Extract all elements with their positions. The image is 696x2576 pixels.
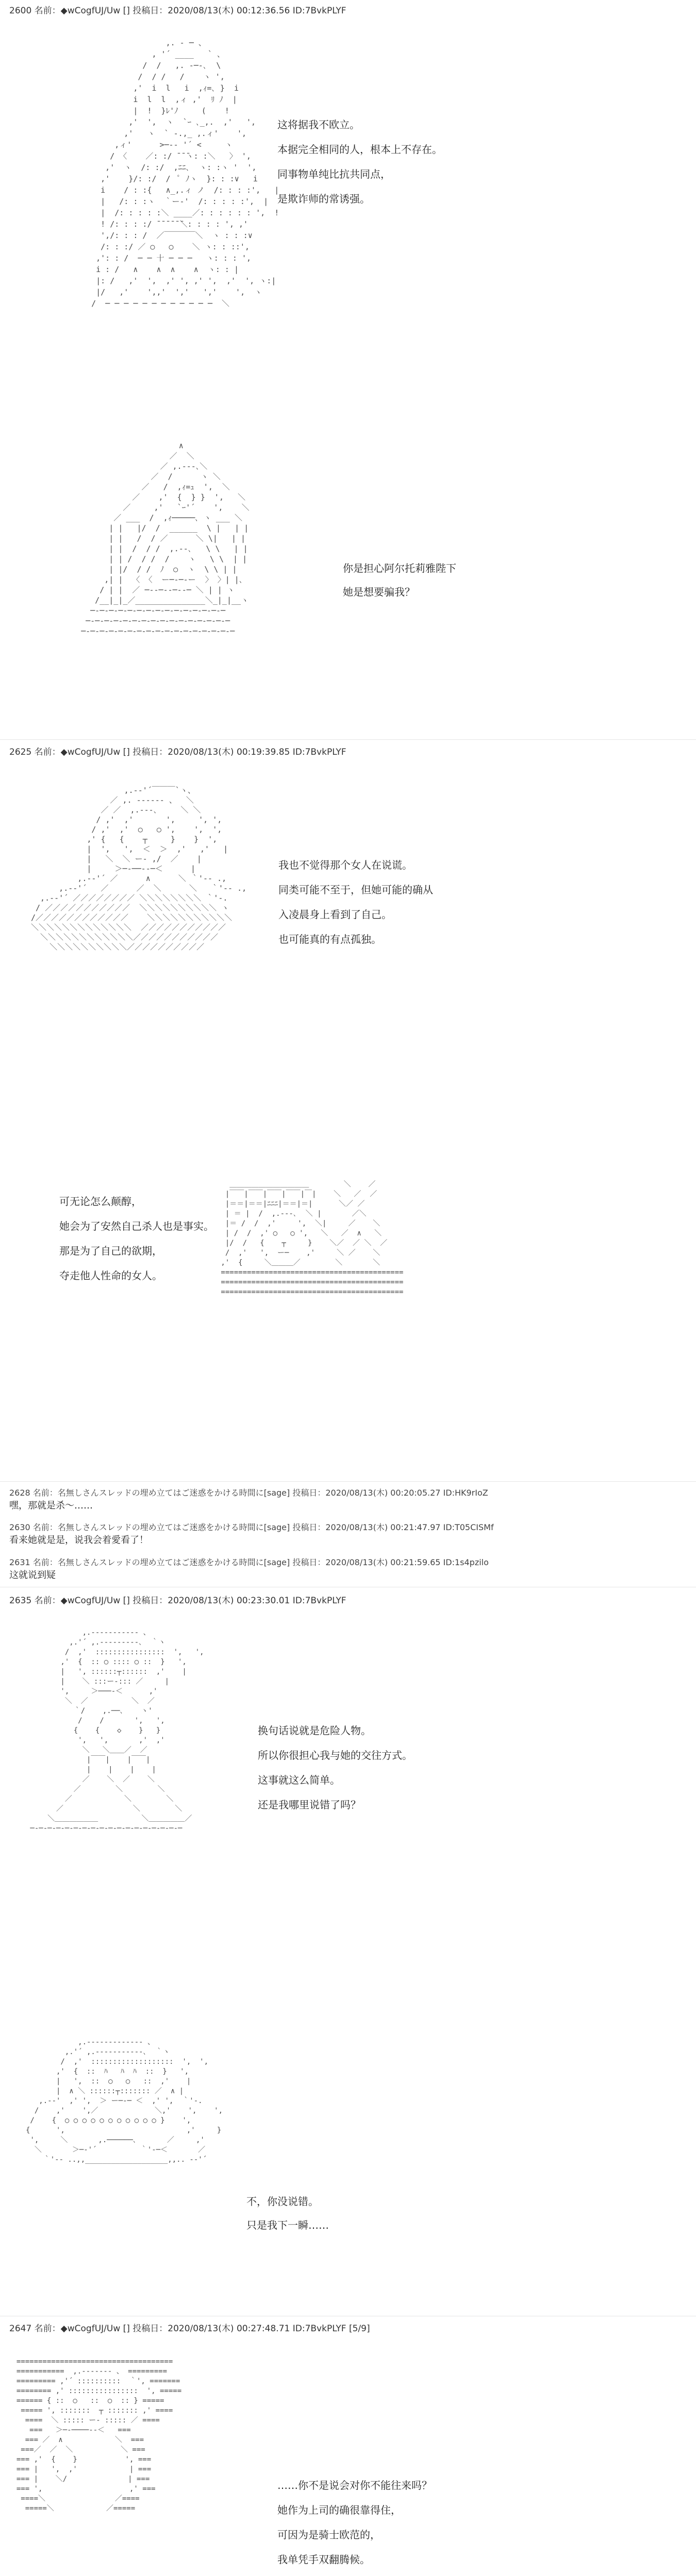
dialog-block (278, 853, 433, 952)
dialog-line: 入凌晨身上看到了自己。 (278, 908, 392, 921)
dialog-line: 她会为了安然自己杀人也是事实。 (59, 1220, 214, 1232)
dialog-block (277, 2473, 432, 2572)
dialog-line: ……你不是说会对你不能往来吗？ (277, 2479, 432, 2492)
post-header: 2647 名前：◆wCogfUJ/Uw [] 投稿日：2020/08/13(木) 00:27:48.71 ID:7BvkPLYF [5/9] (9, 2324, 370, 2334)
reply-header: 2628 名前：名無しさんスレッドの埋め立てはご迷惑をかける時間に[sage] 投稿日：2020/08/13(木) 00:20:05.27 ID:HK9rIoZ (9, 1488, 488, 1498)
ascii-art-knight-standing: ,.-‐‐‐‐‐‐‐‐‐- 、 ,.'´ ,.-‐‐‐‐‐‐‐-､ ｀ヽ / ,' :::::::::::::::: ', ', ,' { :: ○ :::: ○ :: } ', | ', ::::::┬:::::: ,' | | ＼ :::ー‐::: ／ | ', ＞───‐＜ ,' ＼ ／ ＼ ／ ｀/ ,.──､ ヽ' / / ', ', { { ◇ } } ', ', ,' ,' ＼ ＼＿＿／ ／ |￣￣| |￣￣| | | | | ／ ＼ ／ ＼ ／ ＼ ＼ ／ ＼ ＼ ／ ＼ ＼ ＼＿＿＿＿＿＿ ＼＿＿＿＿＿／ ─‐─‐─‐─‐─‐─‐─‐─‐─‐─‐─‐─‐─‐─‐─‐─‐─‐─ (30, 1629, 204, 1833)
dialog-line: 可因为是骑士欧范的， (277, 2529, 380, 2541)
dialog-line: 只是我下一瞬…… (246, 2219, 329, 2231)
post-divider (0, 739, 696, 740)
dialog-line: 那是为了自己的欲期， (59, 1245, 162, 1257)
dialog-line: 也可能真的有点孤独。 (278, 933, 382, 945)
dialog-line: 不，你没说错。 (246, 2195, 319, 2208)
dialog-line: 可无论怎么颠醇， (59, 1195, 142, 1208)
reply-header: 2630 名前：名無しさんスレッドの埋め立てはご迷惑をかける時間に[sage] 投稿日：2020/08/13(木) 00:21:47.97 ID:T05CISMf (9, 1522, 494, 1532)
ascii-art-closeup: ,.-‐‐‐‐‐‐‐‐‐‐‐- 、 ,.'´ ,.-‐‐‐‐‐‐‐‐‐-､ ｀ヽ / ,' ::::::::::::::::::: ', ', ,' { :: ﾊ ﾊ ﾊ :: } ', | ', :: ○ ○ :: ,' | | ∧ ＼ ::::::┬::::::: ／ ∧ | ,.-‐' ,' ', ＞ ー─‐─ ＜ ,' ', ｀'‐. / ,' ',／ ＼,' ', ', / { ○ ○ ○ ○ ○ ○ ○ ○ ○ ○ ○ } ', { ', ,' } ', ＼ ,.──────､ ／ ,' ＼ ＞─‐'´ ｀'‐─＜ ／ ｀'‐- ..,,___________________,,.. -‐'´ (26, 2038, 223, 2164)
dialog-line: 这将据我不欧立。 (277, 118, 360, 131)
dialog-block (277, 112, 442, 211)
ascii-art-knight-seated: ,.-‐'´￣￣￣`ヽ、 ／ ,. -‐‐‐‐- 、 ＼ ／ ／ ,.-‐-､ ＼ ＼ / ,' ,' ', ', ', / ,' ,' ○ ○ ', ', ', ,' { { ┬ } } ', | ', ', ＜ ＞ ,' ,' | | ＼ ＼ ー‐ ,/ ／ | | ＞─‐──‐‐─＜ | ,.-‐'´ ／ ∧ ＼ ｀'‐- ., ,.-‐'´ ／ ／ ＼ ＼ ｀'‐- ., ,.-‐'´ ／／／／／／／／ ＼＼＼＼＼＼＼＼ ｀'‐. / ／／／／／／／／／／／ ＼＼＼＼＼＼＼＼＼＼ ヽ /／／／／／／／／／／／／ ＼＼＼＼＼＼＼＼＼＼＼ ＼＼＼＼＼＼＼＼＼＼＼＼＼ ／／／／／／／／／／／ ＼＼＼＼＼＼＼＼＼＼＼＼／／／／／／／／／／／ ＼＼＼＼＼＼＼＼＼＼／／／／／／／／／／ (31, 786, 247, 952)
post-header: 2600 名前：◆wCogfUJ/Uw [] 投稿日：2020/08/13(木) 00:12:36.56 ID:7BvkPLYF (9, 6, 346, 16)
ascii-art-knight: ,. ‐ ─ 、 , '´ ____ ` 、 / / ,. ‐─‐､ \ / / / / ヽ ', ,' i l i ,ｨ=､ } i i l l ,ィ ,' ﾘ ﾉ | | ! }ﾚ'ﾉ ( ! ,' ', ヽ `ｰ ､_,. ,' ', ,' ヽ ` -.,_ ,.ィ' ', ,ィ' >─‐‐ '´ < ヽ / 〈 ／: :/ ̄ ̄ ̄ヽ: :＼ 〉 ', ,' ヽ /: :/ ,ﾆﾆ､ ヽ: :ヽ ' ', ,' }/: :/ / ﾟ ﾉヽ }: : :∨ i i / : :{ ∧_,.ィ ノ /: : : :', | | /: : :ヽ ｀ー‐' /: : : : :', | | /: : : : :＼ ____／: : : : : : ', ! ! /: : : :/ ̄ ̄ ̄ ̄ ̄ ̄＼: : : : ', ,' ',/: : : / ／￣￣￣￣＼ ヽ : : :∨ /: : :/ ／ ○ ○ ＼ ヽ: : ::', ,': : / ─ ─ 十 ─ ─ ─ ヽ: : : ', i : / ∧ ∧ ∧ ∧ ヽ: : | |: / ,' ', ,' ', ,' ', ,' ', ヽ:| |/ ,' ',,' ',' ',' ', ヽ / ─ ─ ─ ─ ─ ─ ─ ─ ─ ─ ─ ─ ＼ (91, 38, 279, 308)
dialog-block (343, 556, 456, 604)
dialog-line: 我单凭手双翻腾候。 (277, 2553, 370, 2566)
dialog-line: 你是担心阿尔托莉雅陛下 (343, 562, 456, 574)
dialog-line: 夺走他人性命的女人。 (59, 1269, 162, 1282)
dialog-line: 这事就这么简单。 (258, 1774, 340, 1786)
dialog-line: 她作为上司的确很靠得住， (277, 2504, 401, 2516)
post-divider (0, 1481, 696, 1482)
dialog-line: 同事物单纯比抗共同点， (277, 168, 391, 180)
ascii-art-scene: ∧ ／ ＼ ／ ,.-‐-､＼ ／ / ヽ ＼ ／ / ,ｨ=ｭ ', ＼ ／ ,' { } } ', ＼ ／ ,' `ｰ'´ ', ＼ ／ ___ / ,ｨ─────､ ヽ ___ ＼ | | |/ / ______ \ | | | | | / / ／ ＼ \| | | | | / / / ,.--､ \ \ | | | | / / / / ヽ \ \ | | | |/ / / ﾉ ○ ヽ \ \ | | ,| | 〈 〈 ー─‐─‐ー 〉 〉| |､ / | | ／ ─‐‐─‐‐─‐‐─ ＼ | | ヽ /__|_|_／_______________＼_|_|__ヽ ─‐─‐─‐─‐─‐─‐─‐─‐─‐─‐─‐─‐─‐─‐─ ─‐─‐─‐─‐─‐─‐─‐─‐─‐─‐─‐─‐─‐─‐─‐─ ─‐─‐─‐─‐─‐─‐─‐─‐─‐─‐─‐─‐─‐─‐─‐─‐─ (81, 441, 250, 636)
dialog-line: 换句话说就是危险人物。 (258, 1724, 371, 1737)
dialog-block (59, 1189, 214, 1288)
reply-body: 这就说到疑 (9, 1570, 56, 1581)
dialog-line: 她是想要骗我？ (343, 586, 415, 598)
reply-body: 看来她就是是，说我会着愛看了！ (9, 1535, 148, 1546)
ascii-art-knight-profile: ==================================== =========== ,.-‐‐‐‐‐- 、 ========= ========= ,'´ :::::::::: ｀', ======= ======== ,' :::::::::::::::: ', ===== ====== { :: ○ :: ○ :: } ===== ===== ', ::::::: ┬ ::::::: ,' ==== ==== ＼ ::::: ー‐ ::::: ／ ==== === ＞─‐────‐‐＜ === === ／ ∧ ＼ === ===／ ／ ＼ ＼ === === ,' { } ', === === | ', ,' | === === | ＼/ | === === ', ,' === ====＼ ／==== =====＼ ／===== (16, 2358, 182, 2513)
dialog-block (258, 1718, 412, 1817)
reply-body: 嘿，那就是杀～…… (9, 1500, 93, 1511)
post-header: 2635 名前：◆wCogfUJ/Uw [] 投稿日：2020/08/13(木) 00:23:30.01 ID:7BvkPLYF (9, 1596, 346, 1606)
dialog-line: 我也不觉得那个女人在说谎。 (278, 859, 412, 871)
post-header: 2625 名前：◆wCogfUJ/Uw [] 投稿日：2020/08/13(木) 00:19:39.85 ID:7BvkPLYF (9, 747, 346, 757)
dialog-line: 还是我哪里说错了吗？ (258, 1799, 361, 1811)
dialog-line: 是欺诈师的常诱强。 (277, 193, 370, 205)
dialog-block (246, 2190, 329, 2237)
dialog-line: 本据完全相同的人，根本上不存在。 (277, 143, 442, 156)
dialog-line: 同类可能不至于，但她可能的确从 (278, 884, 433, 896)
dialog-line: 所以你很担心我与她的交往方式。 (258, 1749, 412, 1761)
ascii-art-ruins: ＿＿＿＿＿＿＿＿＿＿＿ ＼ ／ |￣￣|￣￣|￣￣|￣￣|￣| ＼ ／ ／ |＝＝|＝＝|ﾆﾆﾆ|＝＝|＝| ＼／ ／ | ＝ | / ,.-‐-､ ＼ | ／＼ |＝ / / ,' ', ＼| ／ ＼ | / / ,' ○ ○ ', ＼ ／ ∧ ＼ |/ / { ┬ } ＼／ ／ ＼ ／ / ,' ', ー─ ,' ＼ ／ ＼ ,' { ＼＿＿＿／ ＼ ＼ ========================================== ========================================== ========================================== (221, 1180, 404, 1296)
reply-header: 2631 名前：名無しさんスレッドの埋め立てはご迷惑をかける時間に[sage] 投稿日：2020/08/13(木) 00:21:59.65 ID:1s4pzilo (9, 1557, 489, 1567)
